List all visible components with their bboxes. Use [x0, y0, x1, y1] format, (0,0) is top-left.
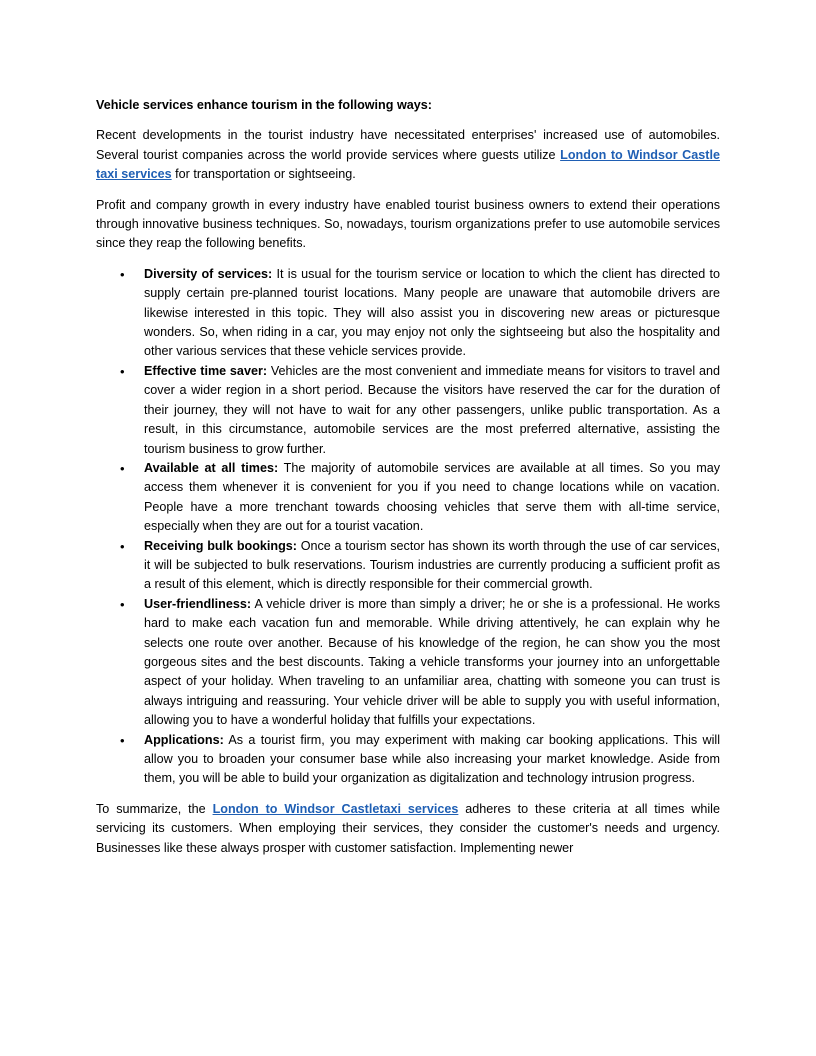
summary-text-before: To summarize, the [96, 801, 213, 816]
list-item-diversity [96, 265, 720, 362]
profit-paragraph: Profit and company growth in every industry have enabled tourist business owners to extend their operations through innovative business techniques. So, nowadays, tourism organizations prefer to use automobile services since they reap the following benefits. [96, 197, 720, 251]
list-item-term: Effective time saver: [144, 363, 268, 378]
intro-text-after: for transportation or sightseeing. [171, 167, 356, 182]
bullet-icon: • [120, 538, 125, 554]
list-item-term: Applications: [144, 732, 224, 747]
list-item-text: As a tourist firm, you may experiment with making car booking applications. This will allow you to broaden your consumer base while also increasing your market knowledge. Aside from them, you will be able to build your organization as digitalization and technology intrusion progress. [144, 732, 720, 786]
document-page [96, 96, 720, 869]
list-item-user-friendliness [96, 595, 720, 731]
list-item-term: Receiving bulk bookings: [144, 538, 297, 553]
list-item-text: It is usual for the tourism service or location to which the client has directed to supply certain pre-planned tourist locations. Many people are unaware that automobile drivers are likewise interested in this topic. They will also assist you in discovering new areas or picturesque wonders. So, when riding in a car, you may enjoy not only the sightseeing but also the hospitality and other various services that these vehicle services provide. [144, 266, 720, 359]
list-item-applications [96, 731, 720, 789]
list-item-time-saver [96, 362, 720, 459]
bullet-icon: • [120, 596, 125, 612]
bullet-icon: • [120, 460, 125, 476]
list-item-availability [96, 459, 720, 537]
list-item-term: Diversity of services: [144, 266, 273, 281]
list-item-term: Available at all times: [144, 460, 279, 475]
intro-text-before: Recent developments in the tourist industry have necessitated enterprises' increased use of automobiles. Several tourist companies across the world provide services where guests utilize [96, 128, 720, 162]
bullet-icon: • [120, 266, 125, 282]
list-item-bulk-bookings [96, 537, 720, 595]
list-item-term: User-friendliness: [144, 596, 252, 611]
intro-paragraph [96, 126, 720, 184]
summary-paragraph [96, 800, 720, 858]
bullet-icon: • [120, 732, 125, 748]
list-item-text: A vehicle driver is more than simply a driver; he or she is a professional. He works hard to make each vacation fun and memorable. While driving attentively, he can explain why he selects one route over another. Because of his knowledge of the region, he can show you the most gorgeous sites and the best discounts. Taking a vehicle transforms your journey into an unforgettable aspect of your holiday. When traveling to an unfamiliar area, chatting with someone you can trust is always intriguing and reassuring. Your vehicle driver will be able to supply you with useful information, allowing you to have a wonderful holiday that fulfills your expectations. [144, 596, 720, 728]
list-item-text: Vehicles are the most convenient and immediate means for visitors to travel and cover a wider region in a short period. Because the visitors have reserved the car for the duration of their journey, they will not have to wait for any other passengers, unlike public transportation. As a result, in this circumstance, automobile services are the most preferred alternative, assisting the tourism business to grow further. [144, 363, 720, 456]
list-item-text: Once a tourism sector has shown its worth through the use of car services, it will be subjected to bulk reservations. Tourism industries are currently producing a sufficient profit as a result of this element, which is directly responsible for their commercial growth. [144, 538, 720, 592]
benefits-list [96, 265, 720, 789]
london-windsor-taxi-link[interactable]: London to Windsor Castle taxi services [96, 147, 720, 182]
bullet-icon: • [120, 363, 125, 379]
summary-text-after: adheres to these criteria at all times while servicing its customers. When employing their services, they consider the customer's needs and urgency. Businesses like these always prosper with customer satisfaction. Implementing newer [96, 801, 720, 855]
section-heading: Vehicle services enhance tourism in the following ways: [96, 98, 432, 112]
london-windsor-castletaxi-link[interactable]: London to Windsor Castletaxi services [212, 801, 459, 816]
list-item-text: The majority of automobile services are available at all times. So you may access them whenever it is convenient for you if you need to change locations while on vacation. People have a more trenchant towards choosing vehicles that serve them with all-time service, especially when they are out for a tourist vacation. [144, 460, 720, 534]
